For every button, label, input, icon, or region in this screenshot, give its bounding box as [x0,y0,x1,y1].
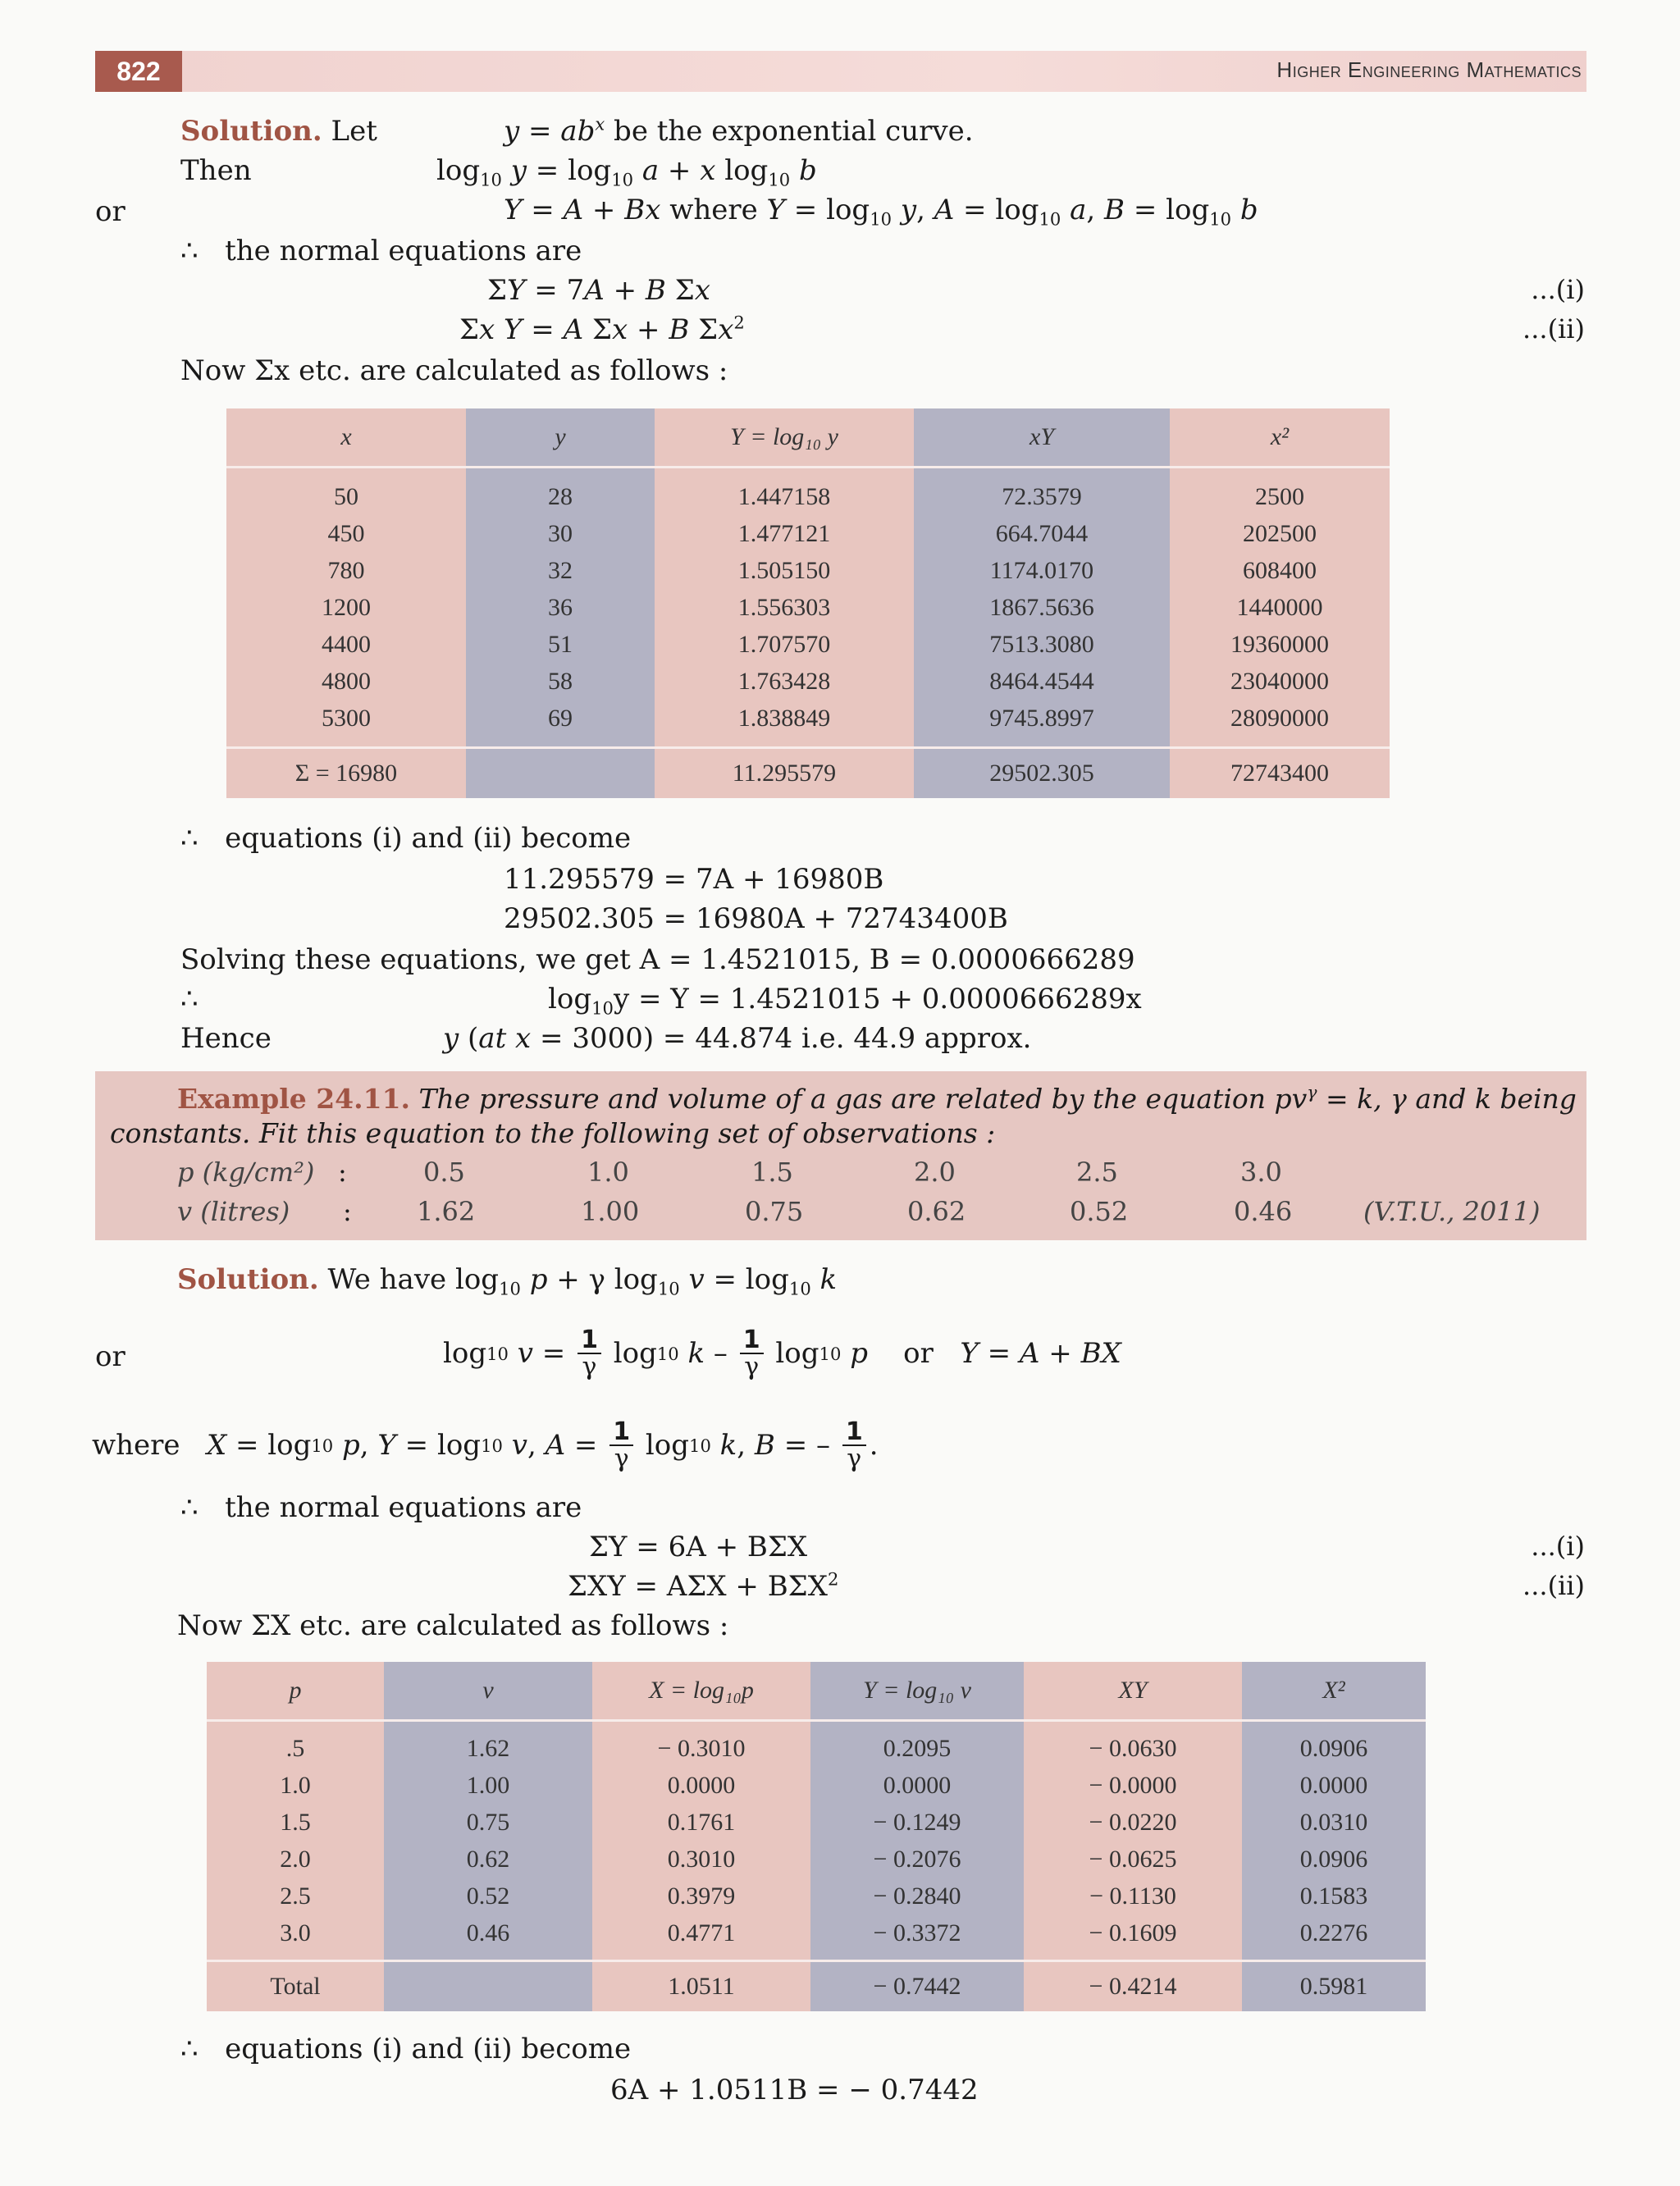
table-cell: − 0.1609 [1024,1914,1242,1961]
normal-equations-intro: ∴ the normal equations are [180,235,582,267]
equation-number-i: ...(i) [1531,274,1585,305]
substituted-equation-final: 6A + 1.0511B = − 0.7442 [610,2074,979,2106]
table-cell: − 0.3010 [592,1721,810,1768]
table-cell [466,748,655,799]
table-cell: 1.00 [384,1767,592,1804]
curve-equation: $y = ab^x$ be the exponential curve. [504,113,974,148]
normal-equation-2-i: ΣY = 6A + BΣX [589,1531,808,1563]
table-cell: − 0.2076 [810,1841,1024,1878]
column-header: X² [1242,1662,1426,1721]
normal-equation-ii: Σx Y = A Σx + B $\Sigma x^2$ [459,312,745,346]
table-cell: 1.477121 [655,515,914,552]
table-cell [384,1961,592,2012]
table-cell: − 0.2840 [810,1878,1024,1914]
table-cell: 51 [466,626,655,663]
column-header: X = log₁₀p [592,1662,810,1721]
p-value: 3.0 [1240,1157,1282,1188]
p-value: 2.5 [1076,1157,1118,1188]
now-calculated-text: Now Σx etc. are calculated as follows : [180,354,728,387]
table-row [226,663,1390,700]
v-value: 1.00 [581,1196,640,1227]
table-cell: 1.707570 [655,626,914,663]
table-cell: 1440000 [1170,589,1390,626]
normal-equations-intro-2: ∴ the normal equations are [180,1491,582,1524]
table-exponential-fit [226,408,1390,798]
table-cell: 1174.0170 [914,552,1170,589]
table-row [207,1721,1426,1768]
table-cell: 28090000 [1170,700,1390,748]
table-gas-fit [207,1662,1426,2011]
table-cell: 1.62 [384,1721,592,1768]
table-cell: 28 [466,468,655,516]
table-cell: 3.0 [207,1914,384,1961]
table-cell: 1.838849 [655,700,914,748]
table-cell: − 0.0625 [1024,1841,1242,1878]
table-row [207,1841,1426,1878]
v-value: 0.46 [1234,1196,1293,1227]
column-header: XY [1024,1662,1242,1721]
now-calculated-text-2: Now ΣX etc. are calculated as follows : [177,1609,729,1642]
v-value: 0.52 [1070,1196,1129,1227]
table-cell: Total [207,1961,384,2012]
or-label: or [95,1340,126,1373]
table-cell: 19360000 [1170,626,1390,663]
final-result: y (at x = 3000) = 44.874 i.e. 44.9 approx. [443,1022,1032,1055]
substituted-equation-1: 11.295579 = 7A + 16980B [504,863,884,896]
table-cell: .5 [207,1721,384,1768]
log-equation: $\log_{10} y = \log_{10} a + x$ $\log_{10} b$ [436,154,817,190]
table-total-row [226,748,1390,799]
equation-number-ii: ...(ii) [1522,313,1585,345]
table-cell: − 0.3372 [810,1914,1024,1961]
table-row [226,626,1390,663]
column-header: v [384,1662,592,1721]
table-cell: 0.0906 [1242,1841,1426,1878]
table-cell: 450 [226,515,466,552]
table-row [226,515,1390,552]
solution-heading: Solution. Let [180,115,377,148]
table-row [226,700,1390,748]
column-header: x² [1170,408,1390,468]
table-cell: 69 [466,700,655,748]
column-header: Y = log₁₀ y [655,408,914,468]
table-row [226,468,1390,516]
table-cell: 2.5 [207,1878,384,1914]
page-number: 822 [95,51,182,92]
table-cell: Σ = 16980 [226,748,466,799]
where-definitions: where X = log 10 p , Y = log 10 v , A = $\frac{1}{\gamma}$ log 10 k , B = – $\frac{1}{\gamma}$ . [92,1417,879,1473]
p-row-label: p (kg/cm²) [177,1157,315,1188]
table-cell: 1.0511 [592,1961,810,2012]
table-cell: 29502.305 [914,748,1170,799]
table-cell: 36 [466,589,655,626]
table-cell: 608400 [1170,552,1390,589]
table-cell: 2500 [1170,468,1390,516]
equation-number-ii: ...(ii) [1522,1570,1585,1601]
example-source: (V.T.U., 2011) [1363,1196,1541,1227]
v-value: 0.62 [907,1196,966,1227]
v-value: 0.75 [745,1196,804,1227]
table-row [207,1804,1426,1841]
column-header: p [207,1662,384,1721]
equations-become-text: ∴ equations (i) and (ii) become [180,822,632,855]
v-colon: : [343,1196,352,1227]
equations-become-text-2: ∴ equations (i) and (ii) become [180,2033,632,2065]
table-cell: 1.447158 [655,468,914,516]
table-cell: 1.0 [207,1767,384,1804]
running-title: Higher Engineering Mathematics [1276,57,1582,82]
table-cell: 0.46 [384,1914,592,1961]
table-cell: 58 [466,663,655,700]
table-cell: 0.3010 [592,1841,810,1878]
p-value: 2.0 [914,1157,956,1188]
column-header: y [466,408,655,468]
table-cell: 50 [226,468,466,516]
table-header-row [226,408,1390,468]
p-value: 0.5 [423,1157,465,1188]
example-statement-line2: constants. Fit this equation to the following set of observations : [110,1117,996,1149]
table-total-row [207,1961,1426,2012]
linear-form-equation: Y = A + Bx where $Y = \log_{10} y$, $A = \log_{10} a$, $B = \log_{10} b$ [504,194,1258,230]
p-value: 1.5 [751,1157,793,1188]
table-cell: 30 [466,515,655,552]
table-row [207,1767,1426,1804]
table-cell: 0.5981 [1242,1961,1426,2012]
column-header: x [226,408,466,468]
table-cell: 5300 [226,700,466,748]
table-cell: 7513.3080 [914,626,1170,663]
p-colon: : [338,1157,347,1188]
therefore-symbol: ∴ [180,983,199,1015]
table-row [226,552,1390,589]
then-label: Then [180,154,252,187]
table-cell: 202500 [1170,515,1390,552]
table-cell: 1.505150 [655,552,914,589]
column-header: Y = log₁₀ v [810,1662,1024,1721]
solution2-heading: Solution. We have $\log_{10} p + \gamma$ $\log_{10} v = \log_{10} k$ [177,1263,838,1299]
p-value: 1.0 [587,1157,629,1188]
solving-result: Solving these equations, we get A = 1.4521015, B = 0.0000666289 [180,943,1135,976]
table-cell: 11.295579 [655,748,914,799]
table-cell: 0.1761 [592,1804,810,1841]
table-cell: 32 [466,552,655,589]
table-cell: 4800 [226,663,466,700]
table-row [207,1914,1426,1961]
table-cell: − 0.1249 [810,1804,1024,1841]
table-cell: 0.2276 [1242,1914,1426,1961]
table-cell: 0.4771 [592,1914,810,1961]
table-cell: 1200 [226,589,466,626]
table-cell: 1.556303 [655,589,914,626]
fitted-log-equation: $\log_{10}y = Y = 1.4521015 + 0.0000666289x$ [548,983,1142,1019]
table-cell: 0.0000 [810,1767,1024,1804]
table-cell: 72.3579 [914,468,1170,516]
table-cell: − 0.0220 [1024,1804,1242,1841]
table-cell: 0.62 [384,1841,592,1878]
table-cell: 72743400 [1170,748,1390,799]
table-cell: 1867.5636 [914,589,1170,626]
table-cell: 0.0310 [1242,1804,1426,1841]
normal-equation-2-ii: $\Sigma XY = A\Sigma X + B\Sigma X^2$ [568,1568,839,1603]
column-header: xY [914,408,1170,468]
table-header-row [207,1662,1426,1721]
table-cell: 0.52 [384,1878,592,1914]
table-cell: 0.2095 [810,1721,1024,1768]
table-cell: 0.0906 [1242,1721,1426,1768]
v-value: 1.62 [417,1196,476,1227]
table-cell: − 0.1130 [1024,1878,1242,1914]
table-cell: 664.7044 [914,515,1170,552]
substituted-equation-2: 29502.305 = 16980A + 72743400B [504,902,1008,935]
hence-label: Hence [180,1022,272,1055]
v-row-label: v (litres) [177,1196,290,1227]
example-statement-line1: Example 24.11. The pressure and volume of a gas are related by the equation $pv^\gamma = k$, γ and k being [177,1082,1577,1115]
table-cell: 0.75 [384,1804,592,1841]
table-cell: 0.0000 [592,1767,810,1804]
table-cell: − 0.4214 [1024,1961,1242,2012]
table-cell: 4400 [226,626,466,663]
normal-equation-i: ΣY = 7A + B Σx [487,274,710,307]
table-cell: 9745.8997 [914,700,1170,748]
table-cell: 0.0000 [1242,1767,1426,1804]
equation-number-i: ...(i) [1531,1531,1585,1562]
table-cell: 0.3979 [592,1878,810,1914]
table-cell: 1.5 [207,1804,384,1841]
table-cell: − 0.7442 [810,1961,1024,2012]
table-row [207,1878,1426,1914]
or-label: or [95,195,126,228]
log-v-equation: log 10 v = $\frac{1}{\gamma}$ log 10 k – $\frac{1}{\gamma}$ log 10 p or Y = A + BX [443,1325,1121,1381]
table-cell: 1.763428 [655,663,914,700]
table-cell: 23040000 [1170,663,1390,700]
table-cell: 780 [226,552,466,589]
table-cell: 2.0 [207,1841,384,1878]
table-row [226,589,1390,626]
table-cell: − 0.0630 [1024,1721,1242,1768]
table-cell: 0.1583 [1242,1878,1426,1914]
table-cell: − 0.0000 [1024,1767,1242,1804]
table-cell: 8464.4544 [914,663,1170,700]
